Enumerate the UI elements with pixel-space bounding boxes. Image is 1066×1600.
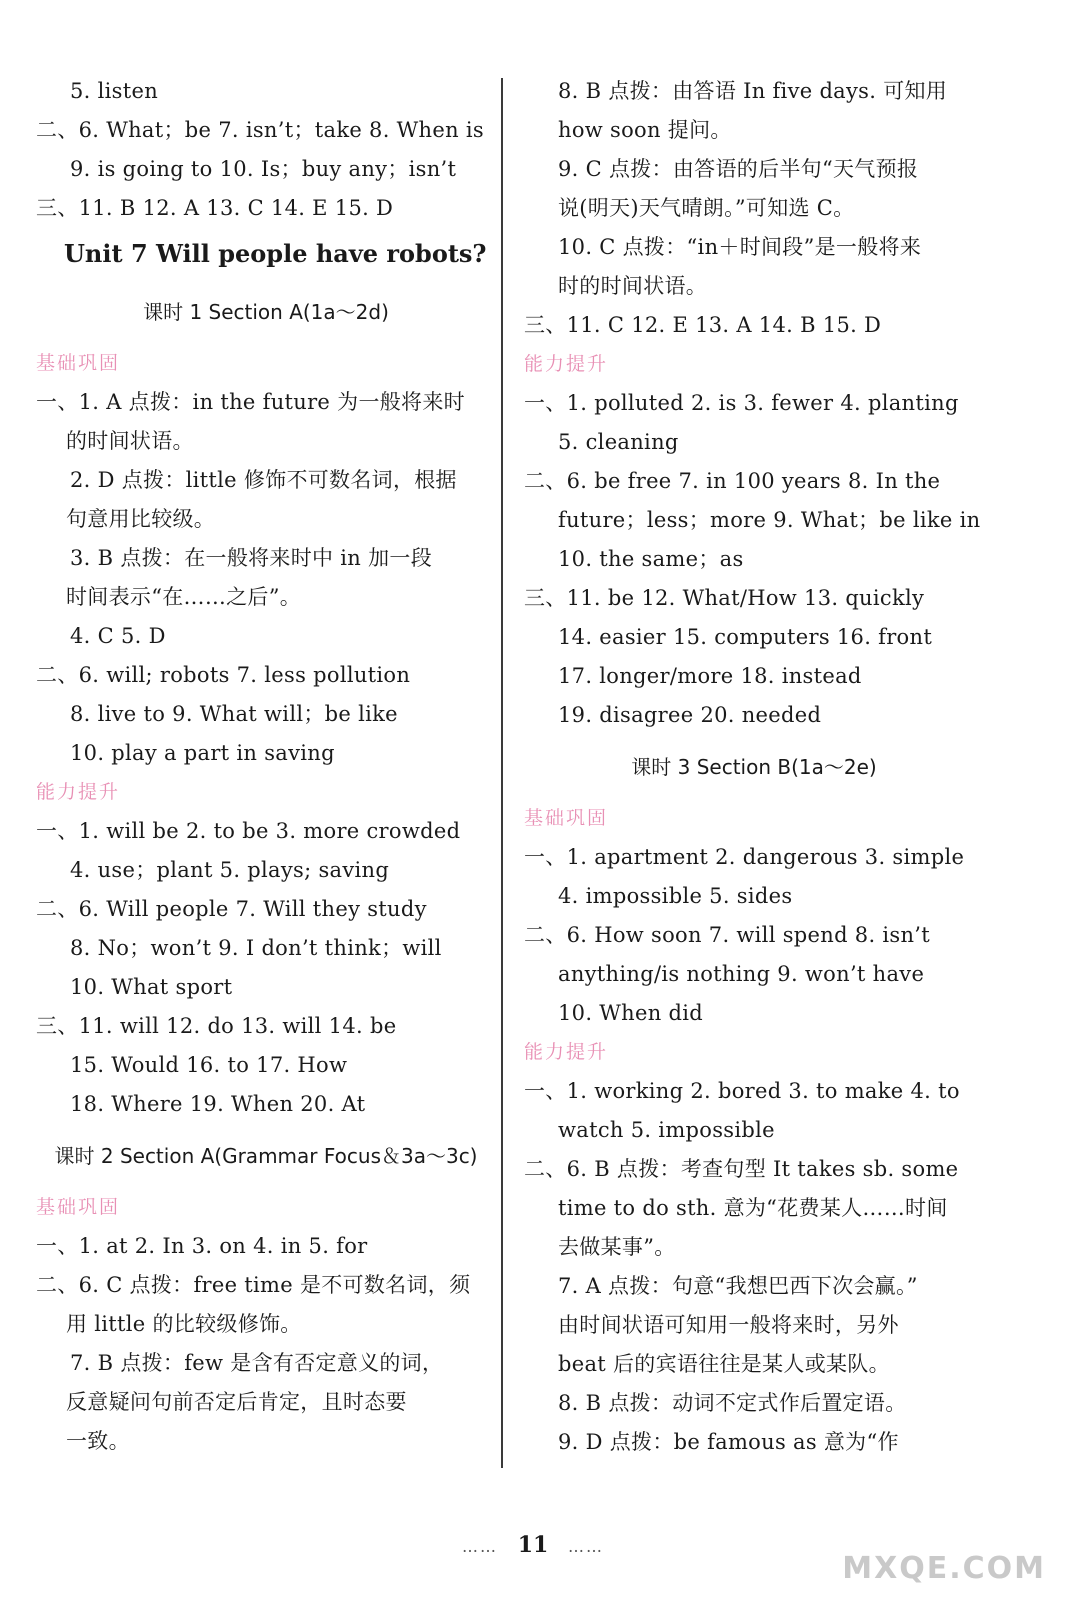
answer-line: 8. No；won’t 9. I don’t think；will: [70, 936, 442, 960]
answer-line: time to do sth. 意为“花费某人……时间: [558, 1196, 948, 1220]
section-heading: 基础巩固: [524, 807, 609, 829]
answer-line: 二、6. How soon 7. will spend 8. isn’t: [524, 923, 931, 947]
section-heading: 基础巩固: [36, 352, 121, 374]
answer-line: 3. B 点拨：在一般将来时中 in 加一段: [70, 546, 433, 570]
answer-line: 反意疑问句前否定后肯定，且时态要: [66, 1390, 407, 1414]
footer-dots-right: ……: [567, 1537, 604, 1556]
answer-line: 一、1. working 2. bored 3. to make 4. to: [524, 1079, 960, 1103]
answer-line: 二、6. What；be 7. isn’t；take 8. When is: [36, 118, 484, 142]
answer-line: future；less；more 9. What；be like in: [558, 508, 981, 532]
answer-line: 时间表示“在……之后”。: [66, 585, 302, 609]
answer-line: 三、11. B 12. A 13. C 14. E 15. D: [36, 196, 394, 220]
answer-line: 二、6. will; robots 7. less pollution: [36, 663, 411, 687]
lesson-heading: 课时 1 Section A(1a～2d): [143, 300, 389, 324]
answer-line: 由时间状语可知用一般将来时，另外: [558, 1313, 899, 1337]
section-heading: 基础巩固: [36, 1196, 121, 1218]
answer-line: 一、1. at 2. In 3. on 4. in 5. for: [36, 1234, 368, 1258]
section-heading: 能力提升: [36, 781, 121, 803]
answer-line: 二、6. B 点拨：考查句型 It takes sb. some: [524, 1157, 959, 1181]
answer-line: 一致。: [66, 1429, 130, 1453]
watermark-logo: MXQE.COM: [842, 1551, 1046, 1586]
answer-line: 19. disagree 20. needed: [558, 703, 822, 727]
page-number: 11: [517, 1532, 549, 1558]
answer-line: 8. live to 9. What will；be like: [70, 702, 398, 726]
answer-line: 二、6. C 点拨：free time 是不可数名词，须: [36, 1273, 471, 1297]
unit-title: Unit 7 Will people have robots?: [64, 239, 487, 268]
right-column: [524, 72, 984, 1462]
answer-line: 4. use；plant 5. plays; saving: [70, 858, 390, 882]
answer-line: 一、1. polluted 2. is 3. fewer 4. planting: [524, 391, 959, 415]
answer-line: 18. Where 19. When 20. At: [70, 1092, 366, 1116]
answer-line: 二、6. be free 7. in 100 years 8. In the: [524, 469, 941, 493]
answer-line: 9. is going to 10. Is；buy any；isn’t: [70, 157, 457, 181]
answer-line: 10. C 点拨：“in＋时间段”是一般将来: [558, 235, 922, 259]
answer-line: 一、1. apartment 2. dangerous 3. simple: [524, 845, 965, 869]
answer-line: watch 5. impossible: [558, 1118, 775, 1142]
answer-line: 7. A 点拨：句意“我想巴西下次会赢。”: [558, 1274, 918, 1298]
answer-line: 二、6. Will people 7. Will they study: [36, 897, 427, 921]
answer-line: 10. play a part in saving: [70, 741, 335, 765]
answer-line: 5. listen: [70, 79, 159, 103]
lesson-heading: 课时 3 Section B(1a～2e): [631, 755, 877, 779]
answer-line: 15. Would 16. to 17. How: [70, 1053, 348, 1077]
answer-line: 7. B 点拨：few 是含有否定意义的词，: [70, 1351, 444, 1375]
lesson-heading: 课时 2 Section A(Grammar Focus＆3a～3c): [54, 1144, 478, 1168]
section-heading: 能力提升: [524, 1041, 609, 1063]
footer-dots-left: ……: [462, 1537, 499, 1556]
answer-line: how soon 提问。: [558, 118, 732, 142]
answer-line: 10. What sport: [70, 975, 233, 999]
answer-line: 2. D 点拨：little 修饰不可数名词，根据: [70, 468, 457, 492]
answer-line: 去做某事”。: [558, 1235, 676, 1259]
answer-line: 说(明天)天气晴朗。”可知选 C。: [558, 196, 855, 220]
answer-line: 三、11. C 12. E 13. A 14. B 15. D: [524, 313, 882, 337]
answer-line: 用 little 的比较级修饰。: [66, 1312, 302, 1336]
answer-line: 14. easier 15. computers 16. front: [558, 625, 933, 649]
answer-line: 三、11. be 12. What/How 13. quickly: [524, 586, 925, 610]
answer-line: 10. When did: [558, 1001, 704, 1025]
answer-line: 一、1. A 点拨：in the future 为一般将来时: [36, 390, 465, 414]
left-column: [36, 72, 496, 1461]
answer-line: 17. longer/more 18. instead: [558, 664, 862, 688]
answer-line: anything/is nothing 9. won’t have: [558, 962, 925, 986]
answer-line: 4. impossible 5. sides: [558, 884, 793, 908]
answer-line: 4. C 5. D: [70, 624, 166, 648]
answer-line: 三、11. will 12. do 13. will 14. be: [36, 1014, 397, 1038]
section-heading: 能力提升: [524, 353, 609, 375]
answer-line: 句意用比较级。: [66, 507, 216, 531]
answer-line: 9. D 点拨：be famous as 意为“作: [558, 1430, 899, 1454]
answer-line: 5. cleaning: [558, 430, 679, 454]
answer-line: 时的时间状语。: [558, 274, 708, 298]
column-divider: [501, 78, 503, 1468]
answer-line: beat 后的宾语往往是某人或某队。: [558, 1352, 890, 1376]
answer-line: 9. C 点拨：由答语的后半句“天气预报: [558, 157, 919, 181]
answer-line: 8. B 点拨：动词不定式作后置定语。: [558, 1391, 907, 1415]
answer-line: 10. the same；as: [558, 547, 744, 571]
answer-line: 8. B 点拨：由答语 In five days. 可知用: [558, 79, 948, 103]
answer-line: 一、1. will be 2. to be 3. more crowded: [36, 819, 461, 843]
answer-line: 的时间状语。: [66, 429, 194, 453]
